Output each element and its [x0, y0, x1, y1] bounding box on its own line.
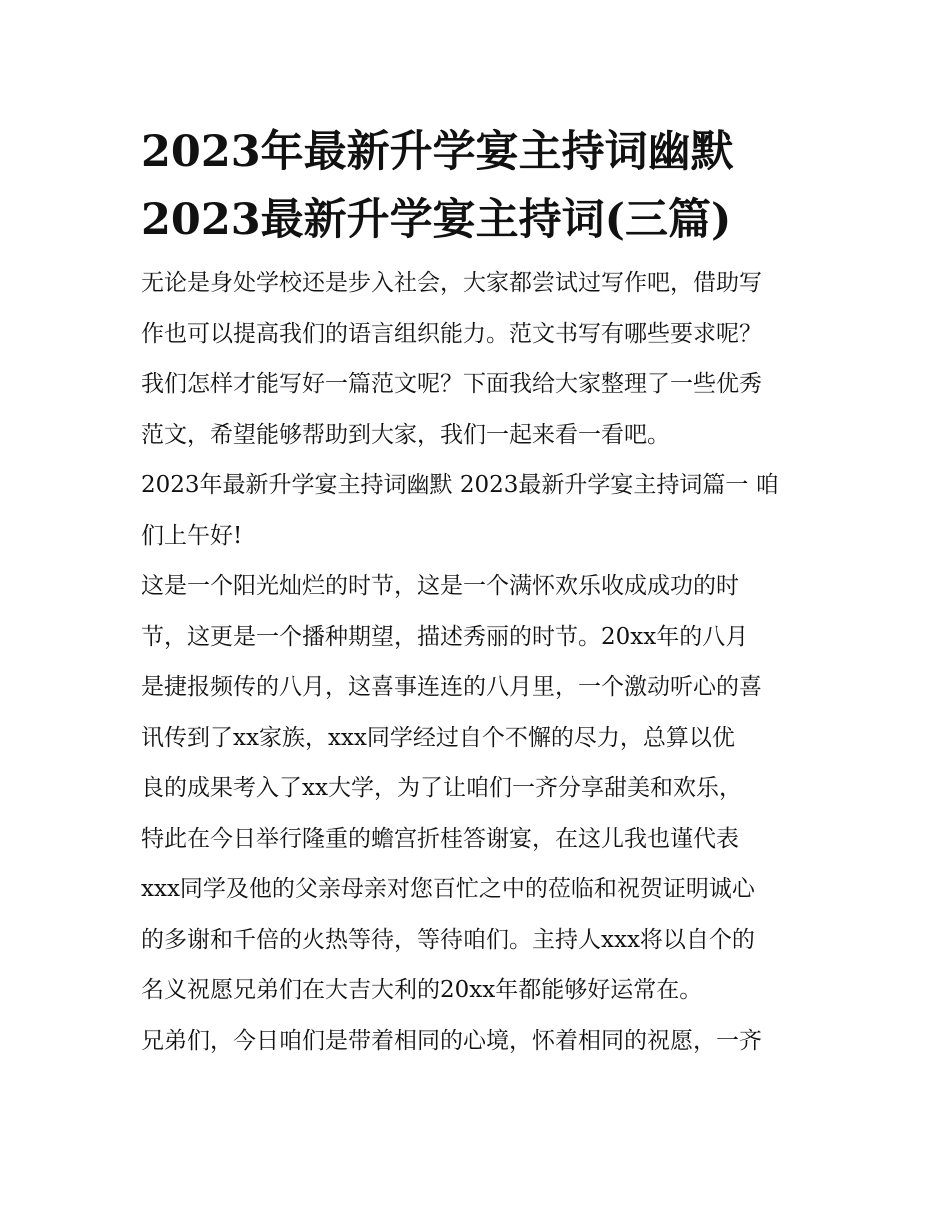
text-line: 的多谢和千倍的火热等待，等待咱们。主持人xxx将以自个的: [141, 926, 755, 953]
text-line: 是捷报频传的八月，这喜事连连的八月里，一个激动听心的喜: [141, 674, 762, 700]
text-line: xxx同学及他的父亲母亲对您百忙之中的莅临和祝贺证明诚心: [141, 876, 755, 902]
title-line: 2023最新升学宴主持词(三篇): [141, 195, 732, 245]
text-line: 无论是身处学校还是步入社会，大家都尝试过写作吧，借助写: [141, 270, 762, 296]
body-paragraph: [141, 561, 813, 1016]
text-line: 名义祝愿兄弟们在大吉大利的20xx年都能够好运常在。: [141, 977, 703, 1003]
intro-paragraph: [141, 258, 813, 460]
section-heading-paragraph: [141, 460, 813, 561]
text-line: 们上午好!: [141, 522, 243, 549]
text-line: 这是一个阳光灿烂的时节，这是一个满怀欢乐收成成功的时: [141, 573, 739, 599]
text-line: 作也可以提高我们的语言组织能力。范文书写有哪些要求呢？: [141, 320, 762, 347]
text-line: 节，这更是一个播种期望，描述秀丽的时节。20xx年的八月: [141, 623, 749, 650]
text-line: 2023年最新升学宴主持词幽默 2023最新升学宴主持词篇一 咱: [141, 472, 779, 498]
text-line: 兄弟们，今日咱们是带着相同的心境，怀着相同的祝愿，一齐: [141, 1027, 762, 1054]
text-line: 我们怎样才能写好一篇范文呢？下面我给大家整理了一些优秀: [141, 371, 762, 397]
document-page: [141, 118, 813, 1066]
text-line: 特此在今日举行隆重的蟾宫折桂答谢宴，在这儿我也谨代表: [141, 825, 739, 852]
title-line: 2023年最新升学宴主持词幽默: [141, 127, 734, 177]
document-title: [141, 118, 813, 254]
text-line: 范文，希望能够帮助到大家，我们一起来看一看吧。: [141, 421, 670, 448]
text-line: 讯传到了xx家族，xxx同学经过自个不懈的尽力，总算以优: [141, 724, 735, 751]
body-paragraph: [141, 1016, 813, 1067]
text-line: 良的成果考入了xx大学，为了让咱们一齐分享甜美和欢乐，: [141, 775, 742, 801]
